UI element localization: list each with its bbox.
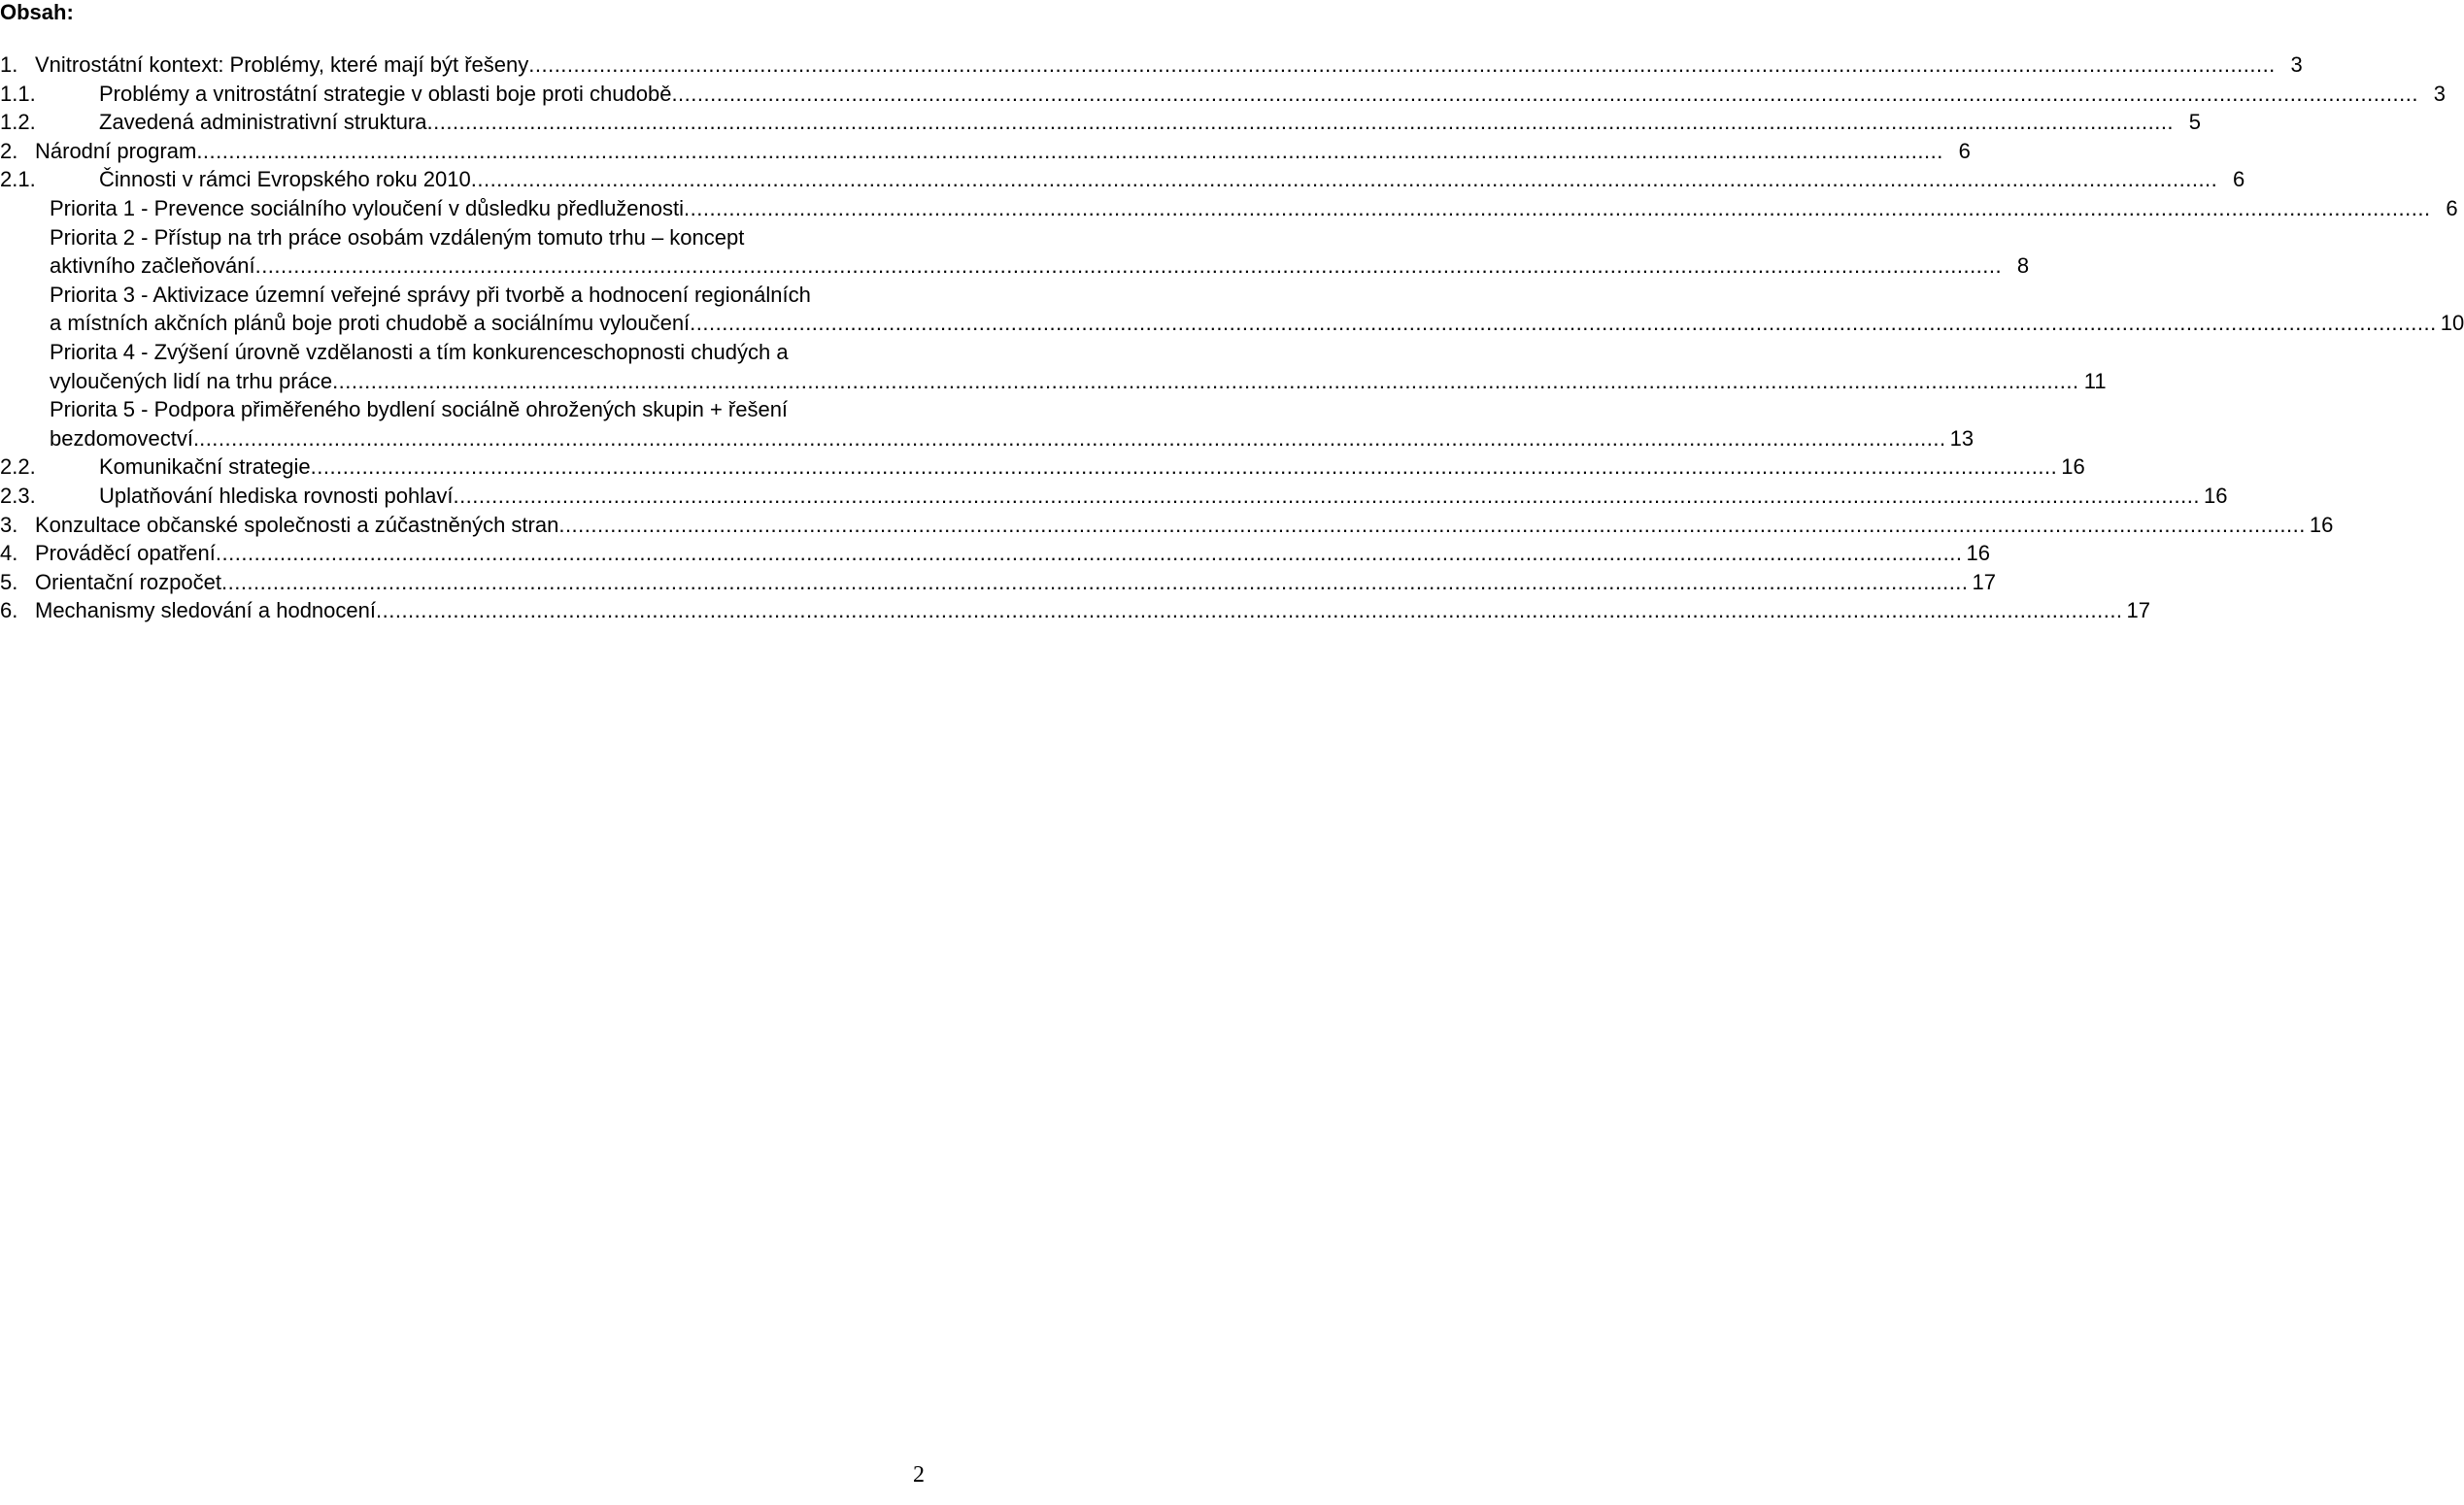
toc-entry-last-line <box>35 539 1990 568</box>
toc-entry-last-line <box>35 596 2150 625</box>
toc-entry[interactable] <box>0 194 2458 223</box>
toc-entry-last-line <box>50 424 1974 453</box>
toc-entry-number: 1. <box>0 52 18 77</box>
toc-entry-indent <box>0 223 50 281</box>
toc-entry-body <box>50 194 2458 223</box>
dot-leader <box>684 194 2431 223</box>
toc-entry-page: 3 <box>2433 81 2446 106</box>
toc-entry-number: 5. <box>0 569 18 594</box>
toc-entry-body <box>99 108 2201 137</box>
toc-entry[interactable] <box>0 80 2446 109</box>
toc-entry[interactable] <box>0 165 2245 194</box>
toc-entry-last-line <box>35 568 1996 597</box>
toc-entry-last-line <box>99 108 2201 137</box>
dot-leader <box>427 108 2175 137</box>
dot-leader <box>376 596 2123 625</box>
dot-leader <box>311 452 2058 482</box>
toc-entry-page: 17 <box>2126 598 2151 623</box>
toc-entry-body <box>99 80 2446 109</box>
toc-entry-indent <box>0 395 50 452</box>
toc-entry-last-line <box>35 511 2333 540</box>
dot-leader <box>453 482 2200 511</box>
toc-entry-indent <box>0 194 50 223</box>
toc-entry-last-line <box>99 80 2446 109</box>
page-number: 2 <box>913 1462 925 1488</box>
toc-entry[interactable] <box>0 137 1971 166</box>
toc-entry-indent <box>0 338 50 395</box>
toc-entry-body <box>35 539 1990 568</box>
toc-entry-title: Konzultace občanské společnosti a zúčastněných stran <box>35 512 559 537</box>
toc-entry-number: 2. <box>0 138 18 163</box>
dot-leader <box>671 80 2418 109</box>
toc-entry-title: a místních akčních plánů boje proti chudobě a sociálnímu vyloučení <box>50 311 691 336</box>
toc-entry-indent <box>0 281 50 338</box>
dot-leader <box>332 367 2079 396</box>
toc-entry-page: 11 <box>2083 368 2107 393</box>
toc-entry-page: 3 <box>2290 52 2303 77</box>
dot-leader <box>471 165 2218 194</box>
toc-entry-title: Národní program <box>35 138 197 163</box>
toc-entry-last-line <box>50 309 2464 338</box>
toc-entry-page: 10 <box>2440 311 2464 336</box>
toc-entry-title: vyloučených lidí na trhu práce <box>50 368 333 393</box>
toc-entry-title: Komunikační strategie <box>99 454 311 480</box>
toc-entry-page: 16 <box>2061 454 2085 480</box>
toc-entry-last-line <box>35 50 2303 80</box>
toc-entry-page: 6 <box>2233 167 2245 192</box>
toc-entry[interactable] <box>0 511 2334 540</box>
toc-entry-title: Prováděcí opatření <box>35 541 216 566</box>
toc-entry-page: 16 <box>2309 512 2334 537</box>
toc-entry-page: 13 <box>1949 425 1975 451</box>
toc-entry-last-line <box>50 367 2107 396</box>
toc-entry-last-line <box>50 194 2458 223</box>
toc-entry[interactable] <box>0 482 2228 511</box>
toc-entry-title: Činnosti v rámci Evropského roku 2010 <box>99 167 471 192</box>
dot-leader <box>199 424 1946 453</box>
toc-entry-body <box>50 281 2464 338</box>
toc-entry-last-line <box>99 482 2227 511</box>
toc-entry-page: 6 <box>2446 195 2458 220</box>
toc-entry-title: Vnitrostátní kontext: Problémy, které mají být řešeny <box>35 52 529 77</box>
toc-entry[interactable] <box>0 395 1975 452</box>
toc-entry-number: 3. <box>0 512 18 537</box>
toc-entry-title: aktivního začleňování <box>50 253 255 279</box>
toc-entry-title: bezdomovectví. <box>50 425 200 451</box>
toc-entry-number: 1.1. <box>0 81 36 106</box>
toc-entry-title-line: Priorita 4 - Zvýšení úrovně vzdělanosti a tím konkurenceschopnosti chudých a <box>50 339 789 364</box>
toc-entry-last-line <box>35 137 1971 166</box>
toc-entry-last-line <box>99 452 2085 482</box>
toc-entry-number: 2.1. <box>0 167 36 192</box>
toc-entry-number: 1.2. <box>0 110 36 135</box>
toc-entry-body <box>50 223 2029 281</box>
toc-entry-page: 16 <box>1966 541 1990 566</box>
table-of-contents <box>0 50 2464 625</box>
toc-entry-title-line: Priorita 2 - Přístup na trh práce osobám vzdáleným tomuto trhu – koncept <box>50 224 745 250</box>
dot-leader <box>528 50 2276 80</box>
toc-entry[interactable] <box>0 596 2151 625</box>
toc-entry-title: Problémy a vnitrostátní strategie v oblasti boje proti chudobě <box>99 81 672 106</box>
toc-entry-body <box>35 137 1971 166</box>
toc-entry-page: 17 <box>1972 569 1997 594</box>
toc-entry-number: 4. <box>0 541 18 566</box>
toc-entry[interactable] <box>0 50 2303 80</box>
toc-entry[interactable] <box>0 338 2107 395</box>
dot-leader <box>196 137 1943 166</box>
toc-entry-body <box>35 568 1996 597</box>
toc-entry-page: 16 <box>2204 483 2228 508</box>
toc-entry-body <box>35 50 2303 80</box>
toc-entry-body <box>99 482 2227 511</box>
toc-entry-title: Zavedená administrativní struktura <box>99 110 427 135</box>
toc-entry[interactable] <box>0 108 2202 137</box>
toc-entry-last-line <box>50 251 2029 281</box>
toc-entry-page: 6 <box>1958 138 1971 163</box>
toc-entry-page: 5 <box>2188 110 2202 135</box>
toc-entry-title: Uplatňování hlediska rovnosti pohlaví <box>99 483 454 508</box>
toc-entry-title-line: Priorita 3 - Aktivizace územní veřejné správy při tvorbě a hodnocení regionálních <box>50 282 811 307</box>
toc-entry-last-line <box>99 165 2245 194</box>
toc-entry[interactable] <box>0 452 2085 482</box>
dot-leader <box>216 539 1963 568</box>
toc-entry[interactable] <box>0 568 1997 597</box>
dot-leader <box>221 568 1969 597</box>
toc-entry[interactable] <box>0 281 2464 338</box>
toc-entry[interactable] <box>0 539 1990 568</box>
toc-entry-title: Orientační rozpočet <box>35 569 221 594</box>
toc-entry-title-line: Priorita 5 - Podpora přiměřeného bydlení sociálně ohrožených skupin + řešení <box>50 397 789 422</box>
toc-heading: Obsah: <box>0 0 74 24</box>
dot-leader <box>690 309 2437 338</box>
toc-entry-body <box>99 165 2245 194</box>
toc-entry-body <box>50 395 1974 452</box>
toc-entry-body <box>99 452 2085 482</box>
toc-entry-title: Priorita 1 - Prevence sociálního vyloučení v důsledku předluženosti <box>50 195 685 220</box>
toc-entry-number: 2.3. <box>0 483 36 508</box>
toc-entry-body <box>35 511 2333 540</box>
toc-entry-body <box>35 596 2150 625</box>
toc-entry-page: 8 <box>2016 253 2030 279</box>
toc-entry-number: 6. <box>0 598 18 623</box>
toc-entry-title: Mechanismy sledování a hodnocení <box>35 598 376 623</box>
dot-leader <box>255 251 2003 281</box>
toc-entry-body <box>50 338 2107 395</box>
toc-entry-number: 2.2. <box>0 454 36 480</box>
dot-leader <box>558 511 2306 540</box>
toc-entry[interactable] <box>0 223 2030 281</box>
